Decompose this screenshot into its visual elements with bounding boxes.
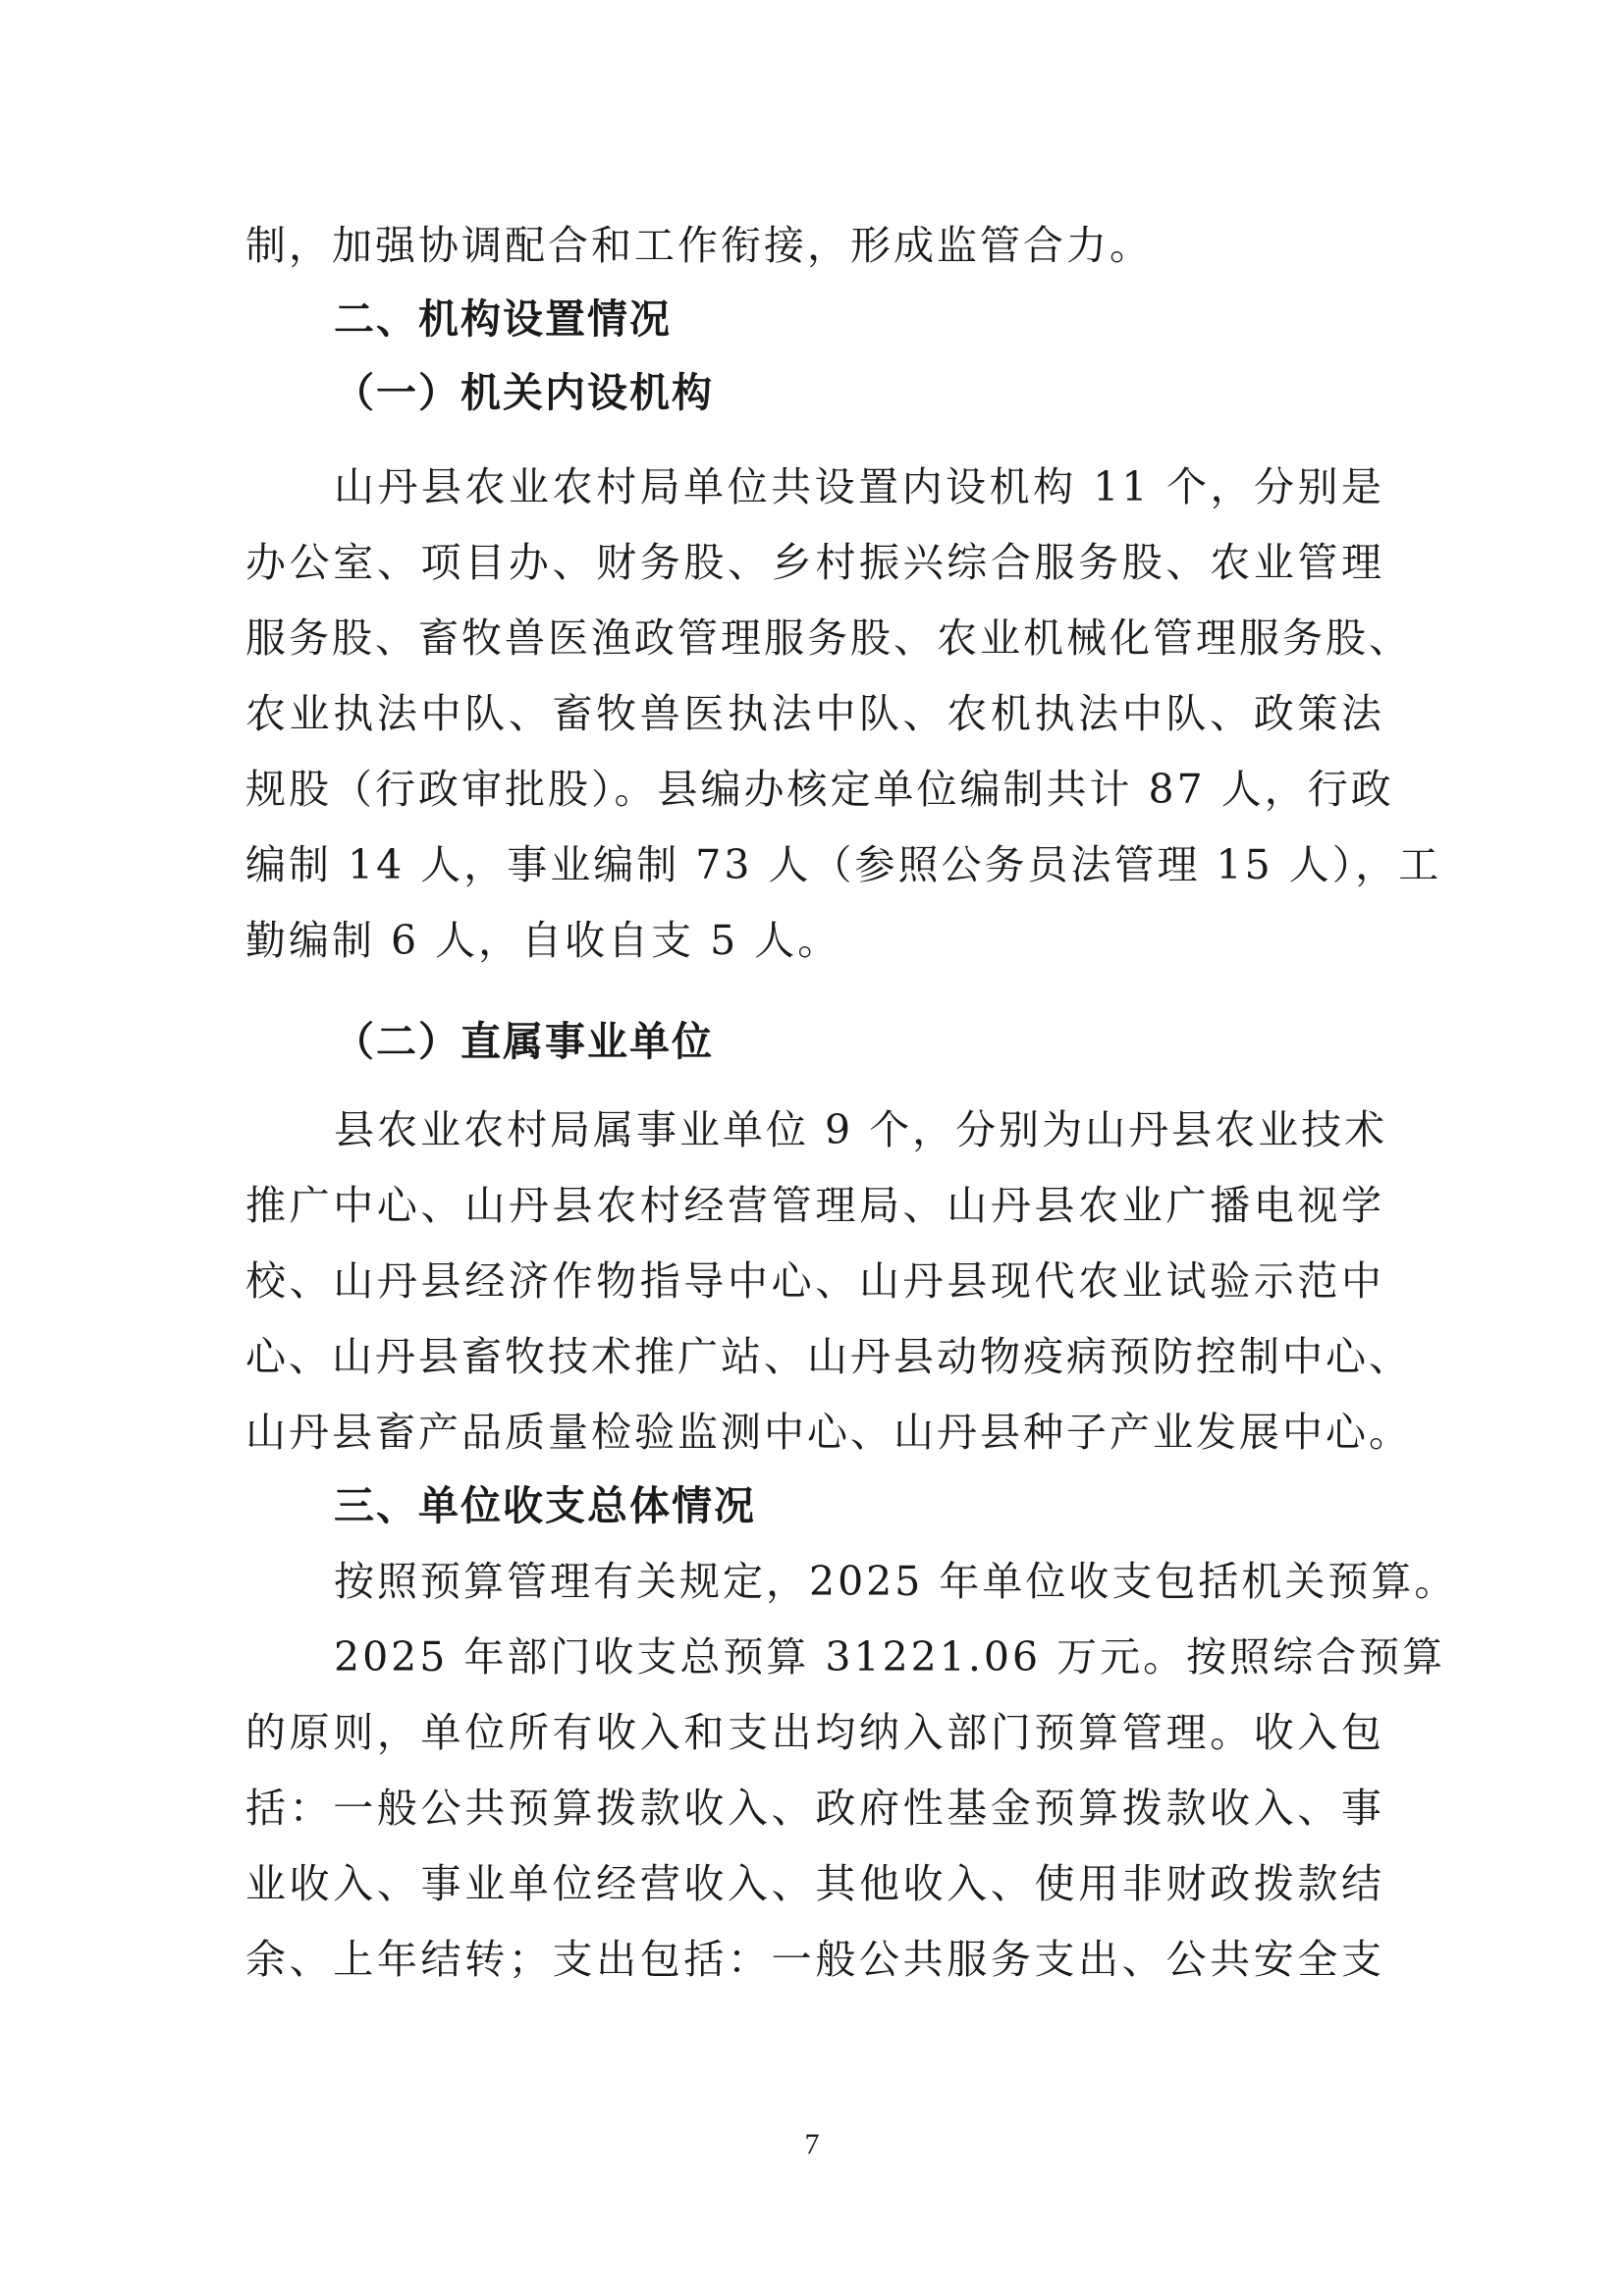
page-number: 7 — [804, 2128, 820, 2161]
paragraph-line: 校、山丹县经济作物指导中心、山丹县现代农业试验示范中 — [245, 1257, 1384, 1305]
paragraph-line: 余、上年结转；支出包括：一般公共服务支出、公共安全支 — [245, 1936, 1384, 1983]
paragraph-line: 县农业农村局属事业单位 9 个，分别为山丹县农业技术 — [334, 1106, 1388, 1153]
paragraph-line: 推广中心、山丹县农村经营管理局、山丹县农业广播电视学 — [245, 1182, 1384, 1229]
paragraph-line: 办公室、项目办、财务股、乡村振兴综合服务股、农业管理 — [245, 539, 1384, 586]
section-heading-2: 二、机构设置情况 — [334, 295, 672, 343]
subsection-heading-2: （二）直属事业单位 — [334, 1018, 714, 1065]
section-heading-3: 三、单位收支总体情况 — [334, 1482, 756, 1529]
paragraph-line: 勤编制 6 人，自收自支 5 人。 — [245, 917, 841, 964]
paragraph-line: 编制 14 人，事业编制 73 人（参照公务员法管理 15 人），工 — [245, 841, 1442, 888]
paragraph-line: 服务股、畜牧兽医渔政管理服务股、农业机械化管理服务股、 — [245, 614, 1412, 662]
paragraph-line: 规股（行政审批股）。县编办核定单位编制共计 87 人，行政 — [245, 766, 1394, 813]
paragraph-line: 山丹县畜产品质量检验监测中心、山丹县种子产业发展中心。 — [245, 1409, 1412, 1456]
subsection-heading-1: （一）机关内设机构 — [334, 369, 714, 416]
paragraph-line: 括：一般公共预算拨款收入、政府性基金预算拨款收入、事 — [245, 1785, 1384, 1832]
paragraph-line: 业收入、事业单位经营收入、其他收入、使用非财政拨款结 — [245, 1860, 1384, 1907]
paragraph-line: 的原则，单位所有收入和支出均纳入部门预算管理。收入包 — [245, 1709, 1384, 1756]
paragraph-line: 农业执法中队、畜牧兽医执法中队、农机执法中队、政策法 — [245, 690, 1384, 737]
paragraph-continuation-line: 制，加强协调配合和工作衔接，形成监管合力。 — [245, 222, 1153, 269]
paragraph-line: 2025 年部门收支总预算 31221.06 万元。按照综合预算 — [334, 1633, 1446, 1681]
paragraph-line: 心、山丹县畜牧技术推广站、山丹县动物疫病预防控制中心、 — [245, 1333, 1412, 1380]
paragraph-line: 按照预算管理有关规定，2025 年单位收支包括机关预算。 — [334, 1558, 1458, 1605]
paragraph-line: 山丹县农业农村局单位共设置内设机构 11 个，分别是 — [334, 463, 1384, 510]
